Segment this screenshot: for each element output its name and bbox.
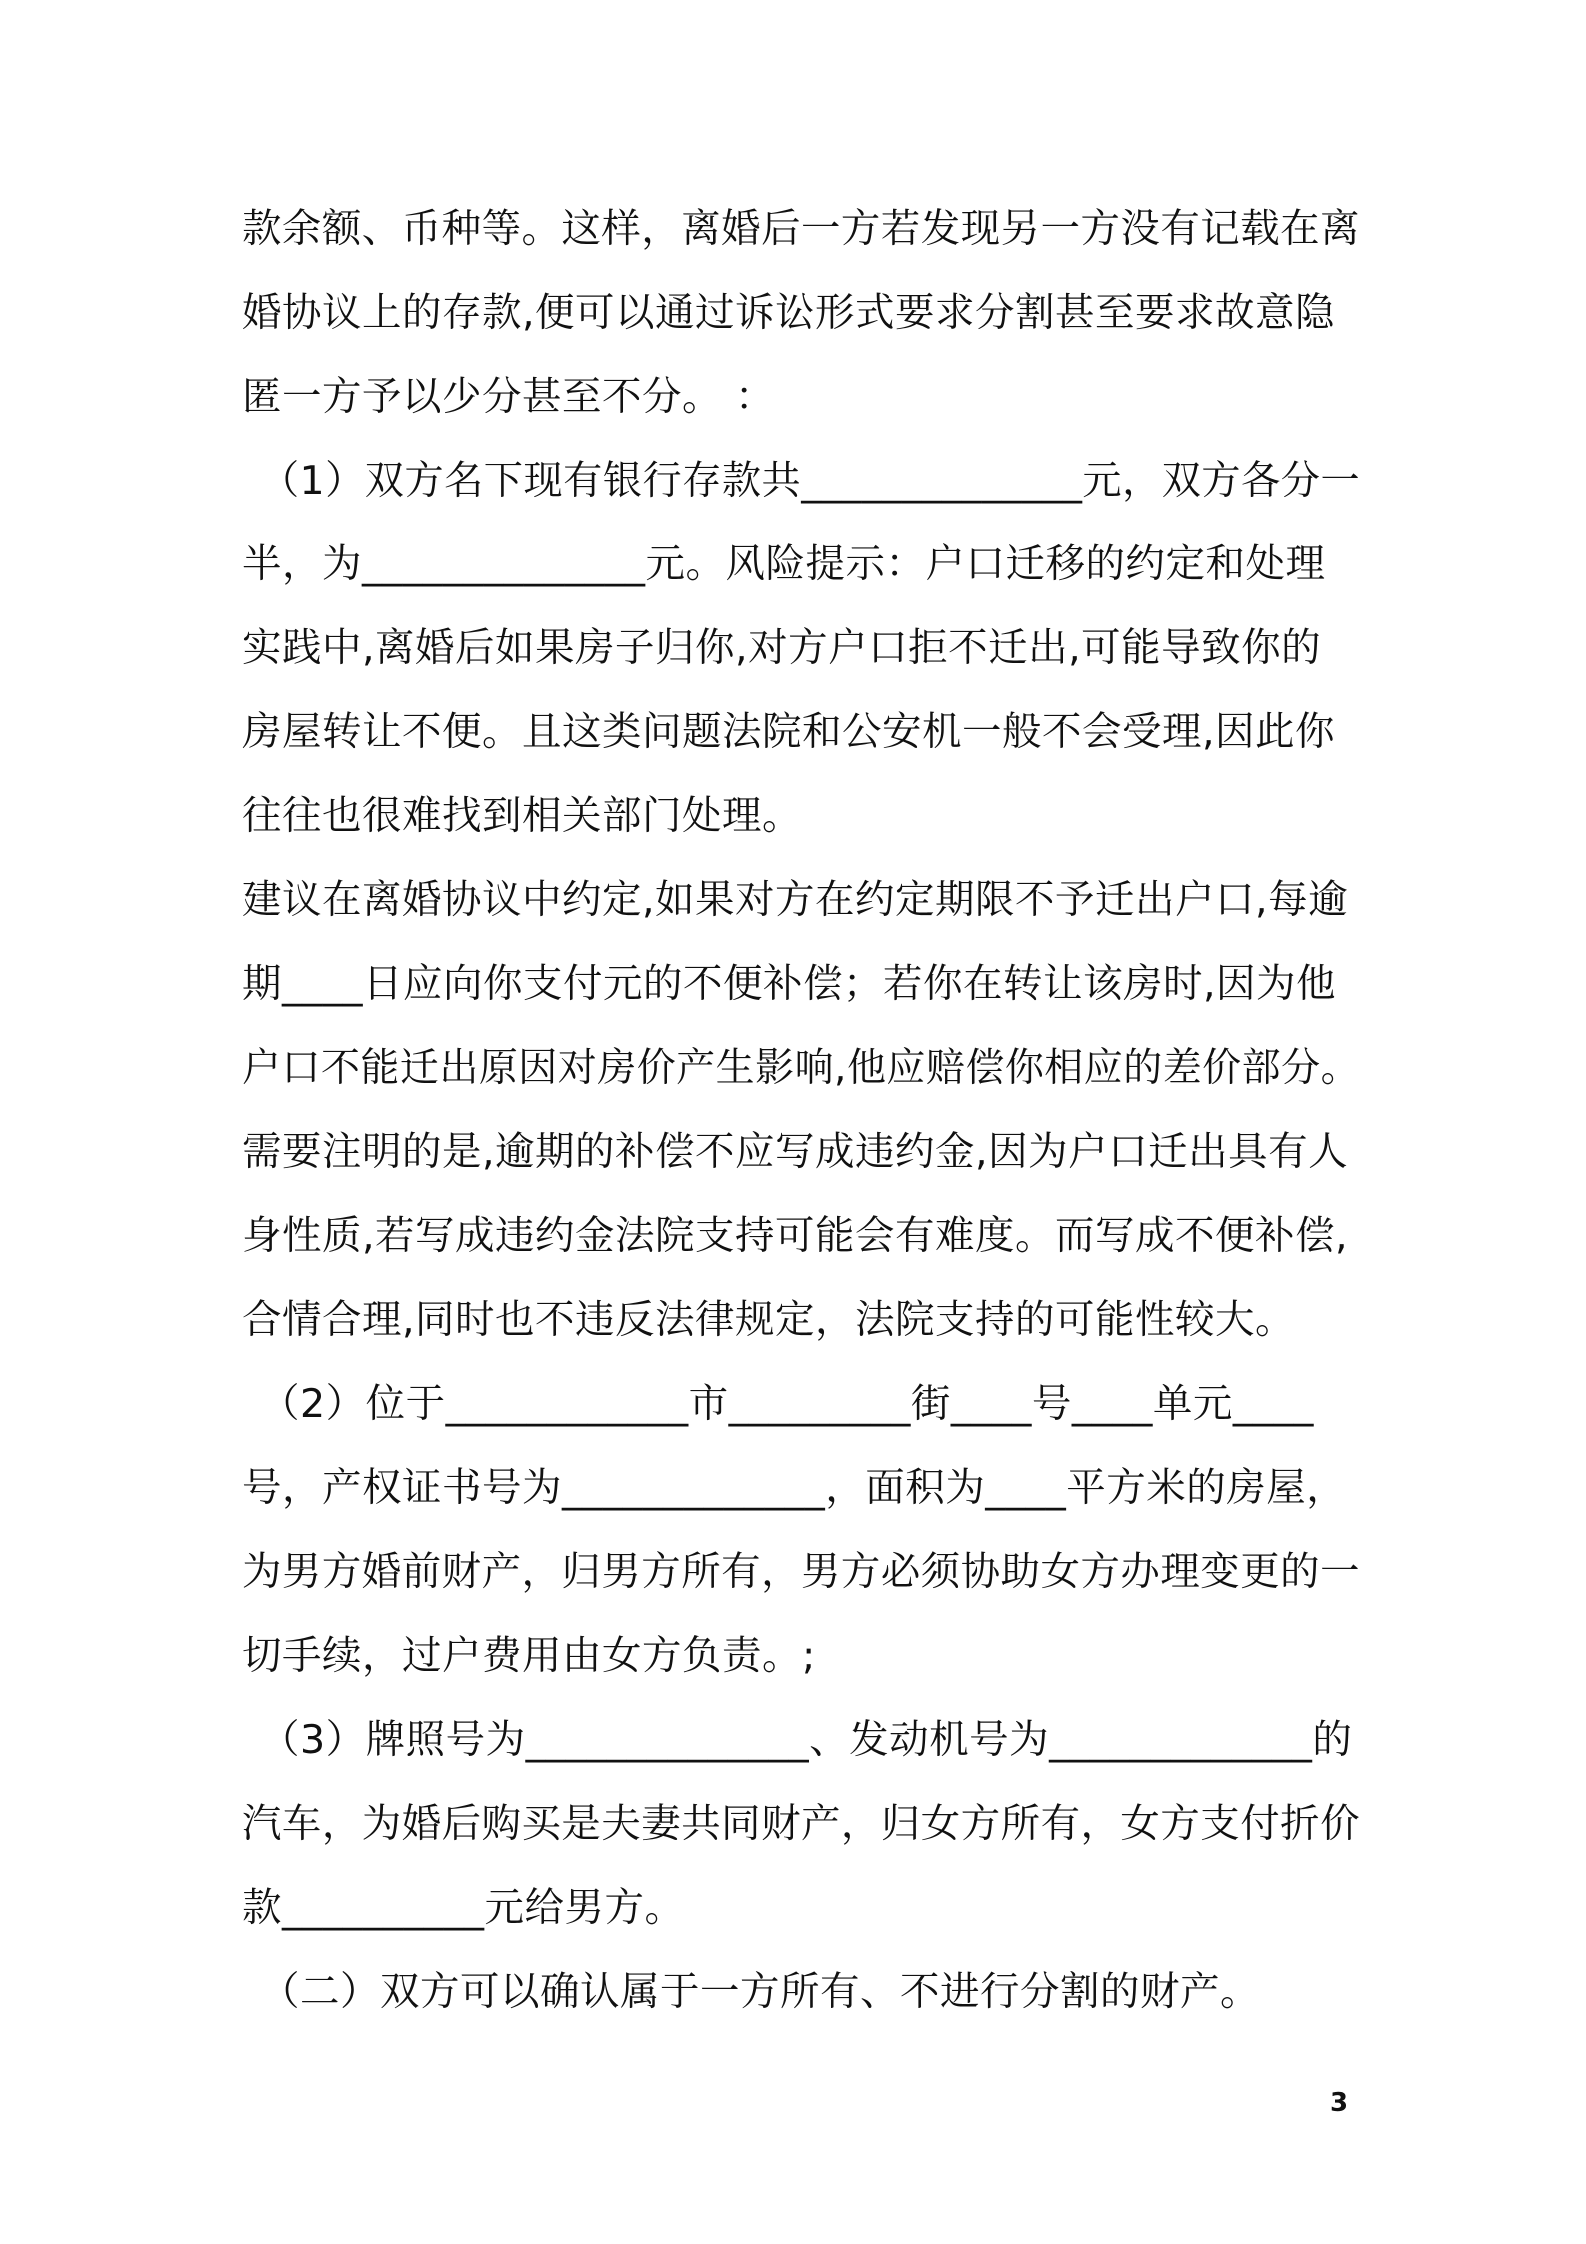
text-line: 款__________元给男方。: [242, 1885, 685, 1931]
text-line: 为男方婚前财产，归男方所有，男方必须协助女方办理变更的一: [242, 1549, 1360, 1595]
text-line: 半，为______________元。风险提示：户口迁移的约定和处理: [242, 541, 1326, 587]
text-line: 户口不能迁出原因对房价产生影响,他应赔偿你相应的差价部分。: [242, 1045, 1361, 1091]
text-line: （二）双方可以确认属于一方所有、不进行分割的财产。: [260, 1969, 1260, 2015]
text-line: （3）牌照号为______________、发动机号为_____________的: [260, 1717, 1353, 1763]
text-line: 合情合理,同时也不违反法律规定，法院支持的可能性较大。: [242, 1297, 1296, 1343]
text-line: 切手续，过户费用由女方负责。;: [242, 1633, 816, 1679]
page-number: 3: [1330, 2088, 1349, 2118]
text-line: （1）双方名下现有银行存款共______________元，双方各分一: [260, 458, 1361, 504]
text-line: （2）位于____________市_________街____号____单元____: [260, 1381, 1314, 1427]
text-line: 建议在离婚协议中约定,如果对方在约定期限不予迁出户口,每逾: [242, 877, 1349, 923]
text-line: 房屋转让不便。且这类问题法院和公安机一般不会受理,因此你: [242, 709, 1336, 755]
text-line: 期____日应向你支付元的不便补偿；若你在转让该房时,因为他: [242, 961, 1337, 1007]
text-line: 汽车，为婚后购买是夫妻共同财产，归女方所有，女方支付折价: [242, 1801, 1360, 1847]
text-line: 号，产权证书号为_____________，面积为____平方米的房屋，: [242, 1465, 1347, 1511]
text-line: 款余额、币种等。这样，离婚后一方若发现另一方没有记载在离: [242, 206, 1360, 252]
text-line: 身性质,若写成违约金法院支持可能会有难度。而写成不便补偿,: [242, 1213, 1349, 1259]
text-line: 婚协议上的存款,便可以通过诉讼形式要求分割甚至要求故意隐: [242, 290, 1336, 336]
text-line: 匿一方予以少分甚至不分。 ：: [242, 374, 776, 420]
text-line: 需要注明的是,逾期的补偿不应写成违约金,因为户口迁出具有人: [242, 1129, 1349, 1175]
text-line: 实践中,离婚后如果房子归你,对方户口拒不迁出,可能导致你的: [242, 625, 1322, 671]
text-line: 往往也很难找到相关部门处理。: [242, 793, 802, 839]
